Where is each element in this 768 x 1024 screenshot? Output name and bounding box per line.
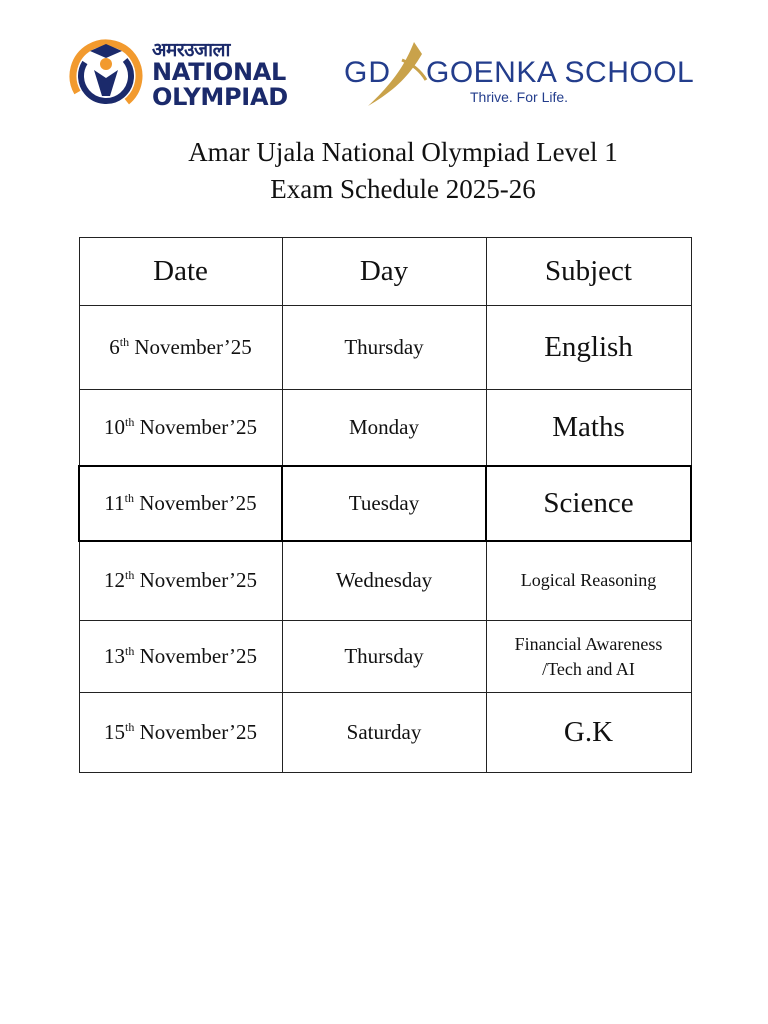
gd-goenka-logo (342, 40, 712, 115)
table-header-row (79, 238, 691, 306)
date-cell: 15th November’25 (79, 693, 282, 773)
date-cell: 6th November’25 (79, 306, 282, 390)
date-cell: 10th November’25 (79, 390, 282, 466)
table-row (79, 466, 691, 541)
subject-cell: Maths (486, 390, 691, 466)
table-row (79, 693, 691, 773)
goenka-tagline: Thrive. For Life. (470, 89, 569, 105)
table-row (79, 306, 691, 390)
header-subject: Subject (486, 238, 691, 306)
subject-cell: Financial Awareness /Tech and AI (486, 621, 691, 693)
exam-schedule-table (78, 237, 692, 773)
table-row (79, 390, 691, 466)
date-cell: 13th November’25 (79, 621, 282, 693)
day-cell: Tuesday (282, 466, 486, 541)
day-cell: Saturday (282, 693, 486, 773)
day-cell: Wednesday (282, 541, 486, 621)
header-date: Date (79, 238, 282, 306)
date-cell: 11th November’25 (79, 466, 282, 541)
graduate-figure-icon (66, 34, 148, 114)
national-olympiad-logo (66, 34, 306, 114)
goenka-school-name: GOENKA SCHOOL (426, 56, 695, 89)
olympiad-title-line2: OLYMPIAD (152, 83, 288, 111)
document-subtitle: Exam Schedule 2025-26 (270, 174, 536, 204)
olympiad-hindi-brand: अमरउजाला (152, 39, 230, 61)
olympiad-title-line1: NATIONAL (152, 58, 287, 86)
table-row (79, 621, 691, 693)
goenka-gd-mark: GD (344, 56, 391, 89)
subject-cell: Science (486, 466, 691, 541)
date-cell: 12th November’25 (79, 541, 282, 621)
header-day: Day (282, 238, 486, 306)
table-row (79, 541, 691, 621)
day-cell: Thursday (282, 306, 486, 390)
document-title: Amar Ujala National Olympiad Level 1 (188, 137, 618, 167)
day-cell: Thursday (282, 621, 486, 693)
subject-cell: English (486, 306, 691, 390)
subject-cell: G.K (486, 693, 691, 773)
subject-cell: Logical Reasoning (486, 541, 691, 621)
day-cell: Monday (282, 390, 486, 466)
